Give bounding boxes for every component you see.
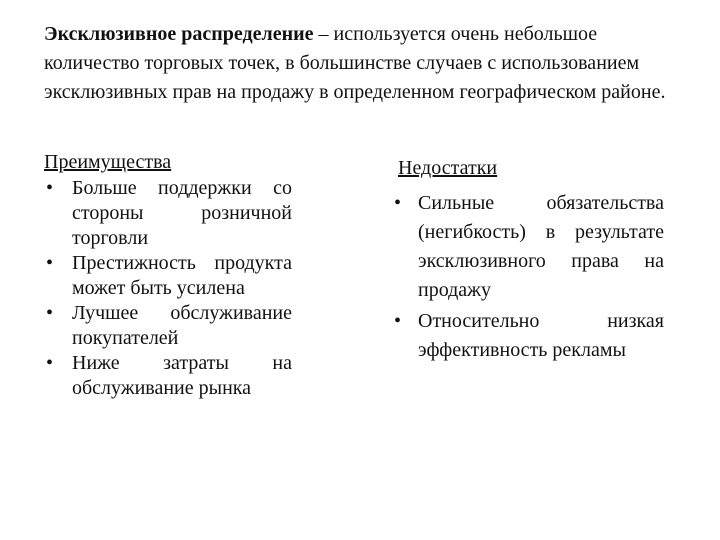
advantage-text: Лучшее обслуживание покупателей <box>72 302 292 349</box>
advantage-text: Ниже затраты на обслуживание рынка <box>72 352 292 399</box>
bullet-icon: • <box>394 310 402 332</box>
bullet-icon: • <box>46 302 54 324</box>
bullet-icon: • <box>46 352 54 374</box>
advantages-section <box>44 150 292 401</box>
disadvantages-list <box>392 189 664 365</box>
advantage-item <box>44 301 292 351</box>
disadvantage-text: Относительно низкая эффективность рекламы <box>418 310 664 361</box>
disadvantage-item <box>392 189 664 305</box>
bullet-icon: • <box>46 252 54 274</box>
advantages-list <box>44 176 292 401</box>
bullet-icon: • <box>46 177 54 199</box>
advantage-item <box>44 351 292 401</box>
advantage-text: Больше поддержки со стороны розничной торговли <box>72 177 292 249</box>
disadvantage-text: Сильные обязательства (негибкость) в результате эксклюзивного права на продажу <box>418 192 664 301</box>
bullet-icon: • <box>394 192 402 214</box>
disadvantages-heading: Недостатки <box>398 157 498 179</box>
intro-definition: – используется очень небольшое количество торговых точек, в большинстве случаев с использованием эксклюзивных прав на продажу в определенном географическом районе. <box>44 23 666 103</box>
intro-term: Эксклюзивное распределение <box>44 23 314 45</box>
advantages-heading: Преимущества <box>44 151 172 173</box>
advantage-item <box>44 251 292 301</box>
disadvantages-section <box>392 156 664 367</box>
advantage-item <box>44 176 292 251</box>
intro-paragraph <box>44 20 674 107</box>
advantage-text: Престижность продукта может быть усилена <box>72 252 292 299</box>
disadvantage-item <box>392 307 664 365</box>
